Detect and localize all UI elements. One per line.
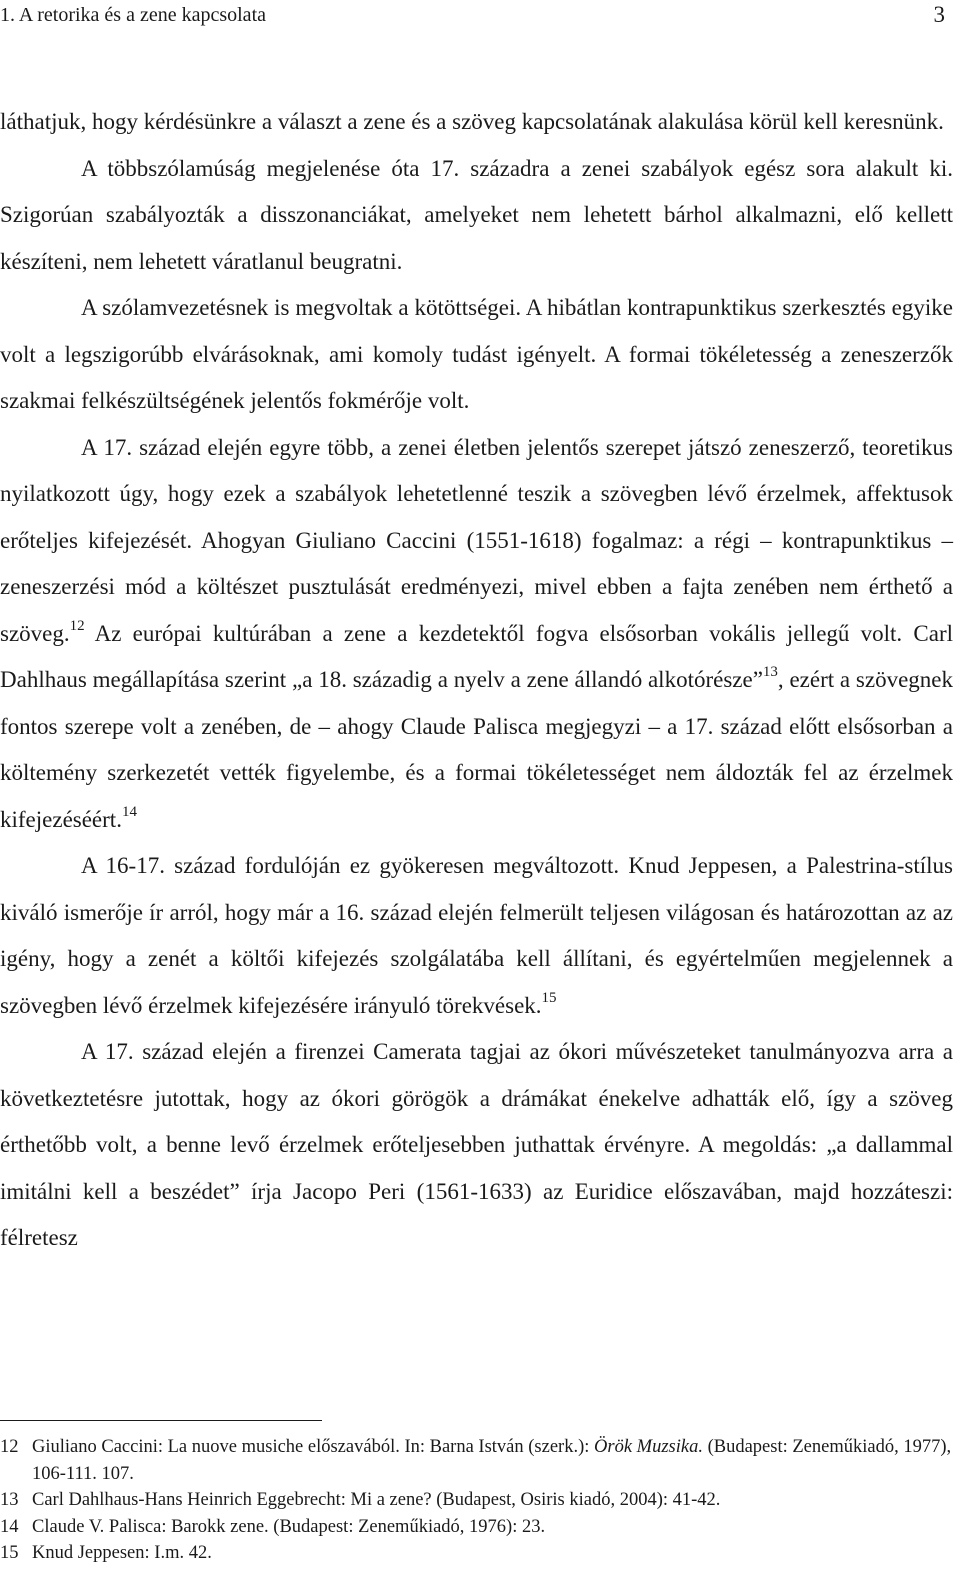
footnote-number: 14 [0, 1516, 19, 1537]
footnote-text: Carl Dahlhaus-Hans Heinrich Eggebrecht: Mi a zene? (Budapest, Osiris kiadó, 2004): 41-42. [32, 1490, 721, 1510]
footnote-ref[interactable]: 13 [762, 664, 778, 680]
body-text [0, 99, 953, 1262]
paragraph-text: A szólamvezetésnek is megvoltak a kötöttségei. A hibátlan kontrapunktikus szerkesztés egyike volt a legszigorúbb elvárásoknak, ami komoly tudást igényelt. A formai tökéletesség a zeneszerzők szakmai felkészültségének jelentős fokmérője volt. [0, 295, 953, 413]
paragraph-text: A 17. század elején egyre több, a zenei életben jelentős szerepet játszó zeneszerző, teoretikus nyilatkozott úgy, hogy ezek a szabályok lehetetlenné teszik a szövegben lévő érzelmek, affektusok erőteljes kifejezését. Ahogyan Giuliano Caccini (1551-1618) fogalmaz: a régi – kontrapunktikus – zeneszerzési mód a költészet pusztulását eredményezi, mivel ebben a fajta zenében nem érthető a szöveg. [0, 434, 953, 646]
footnote [0, 1434, 953, 1487]
footnote-text-part: (Budapest: Zeneműkiadó, 1977), 106-111. 107. [32, 1437, 952, 1484]
footnote-number: 13 [0, 1490, 19, 1510]
paragraph [0, 285, 953, 425]
paragraph [0, 843, 953, 1029]
paragraph-text: A többszólamúság megjelenése óta 17. századra a zenei szabályok egész sora alakult ki. Szigorúan szabályozták a disszonanciákat, amelyeket nem lehetett bárhol alkalmazni, elő kellett készíteni, nem lehetett váratlanul beugratni. [0, 155, 953, 274]
footnote-number: 12 [0, 1437, 19, 1457]
footnote-ref[interactable]: 14 [121, 803, 137, 820]
footnote-book-title: Örök Muzsika. [594, 1437, 703, 1457]
footnote-number: 15 [0, 1543, 19, 1563]
paragraph [0, 425, 953, 844]
page-header [0, 4, 945, 30]
footnotes [0, 1434, 953, 1567]
paragraph [0, 99, 953, 146]
running-title: 1. A retorika és a zene kapcsolata [0, 4, 266, 26]
footnote-text [32, 1434, 953, 1487]
paragraph [0, 1029, 953, 1262]
footnote [0, 1487, 953, 1514]
paragraph-text: A 16-17. század fordulóján ez gyökeresen megváltozott. Knud Jeppesen, a Palestrina-stílus kiváló ismerője ír arról, hogy már a 16. század elején felmerült teljesen világosan és határozottan az az igény, hogy a zenét a költői kifejezés szolgálatába kell állítani, és egyértelműen megjelennek a szövegben lévő érzelmek kifejezésére irányuló törekvések. [0, 853, 953, 1018]
paragraph-text: Az európai kultúrában a zene a kezdetektől fogva elsősorban vokális jellegű volt. Carl Dahlhaus megállapítása szerint „a 18. századig a nyelv a zene állandó alkotórésze” [0, 620, 953, 692]
footnote-ref[interactable]: 12 [69, 617, 85, 634]
page-number: 3 [933, 2, 945, 27]
paragraph-text: A 17. század elején a firenzei Camerata tagjai az ókori művészeteket tanulmányozva arra a következtetésre jutottak, hogy az ókori görögök a drámákat énekelve adhatták elő, így a szöveg érthetőbb volt, a benne levő érzelmek erőteljesebben juthattak érvényre. A megoldás: „a dallammal imitálni kell a beszédet” írja Jacopo Peri (1561-1633) az Euridice előszavában, majd hozzáteszi: félretesz [0, 1039, 953, 1250]
footnote-text: Claude V. Palisca: Barokk zene. (Budapest: Zeneműkiadó, 1976): 23. [32, 1516, 546, 1537]
paragraph-text: , ezért a szövegnek fontos szerepe volt a zenében, de – ahogy Claude Palisca megjegyzi – a 17. század előtt elsősorban a költemény szerkezetét vették figyelembe, és a formai tökéletességet nem áldozták fel az érzelmek kifejezéséért. [0, 667, 953, 832]
footnote [0, 1514, 953, 1541]
footnote-text: Knud Jeppesen: I.m. 42. [32, 1543, 212, 1563]
footnote [0, 1540, 953, 1567]
footnote-separator [0, 1420, 322, 1421]
paragraph-text: láthatjuk, hogy kérdésünkre a választ a zene és a szöveg kapcsolatának alakulása körül kell keresnünk. [0, 109, 944, 134]
paragraph [0, 146, 953, 286]
footnote-text-part: Giuliano Caccini: La nuove musiche előszavából. In: Barna István (szerk.): [32, 1437, 595, 1457]
footnote-ref[interactable]: 15 [541, 989, 557, 1006]
